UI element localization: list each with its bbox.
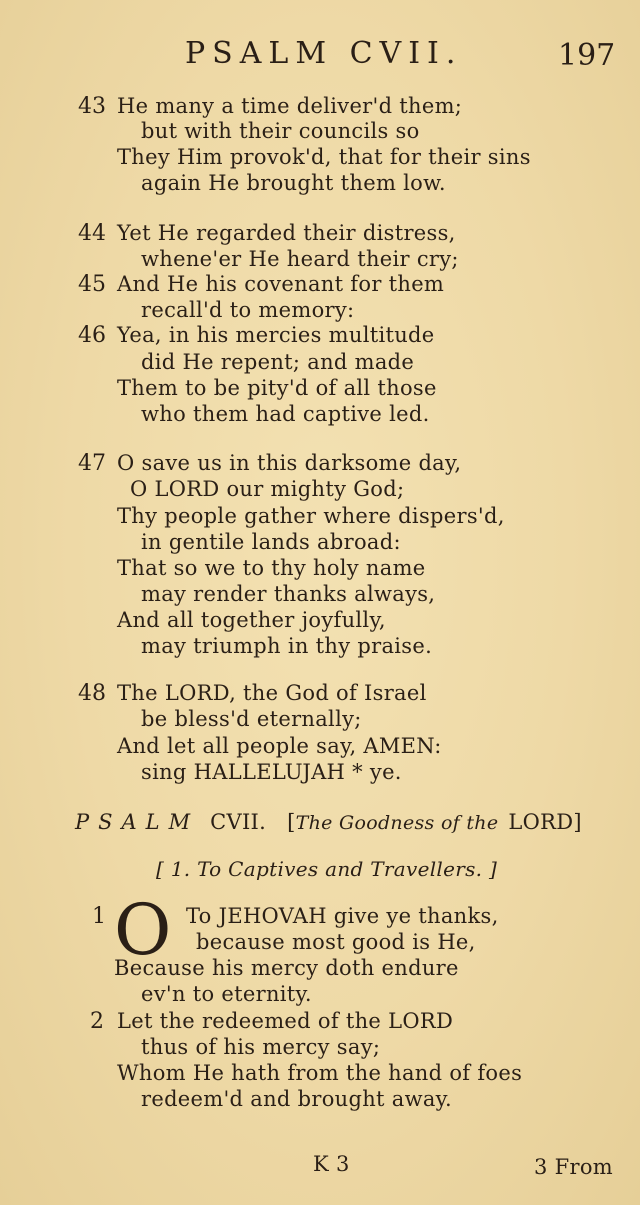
verse-line: Let the redeemed of the LORD [117,1009,454,1033]
verse-line: And let all people say, AMEN: [117,734,442,758]
heading-psalm: PSALM [75,810,200,834]
verse-line: may render thanks always, [141,582,436,606]
verse-number: 2 [90,1009,104,1034]
verse-number: 46 [78,323,106,348]
verse-line: The LORD, the God of Israel [117,681,427,705]
verse-line: Because his mercy doth endure [114,956,459,980]
verse-line: And He his covenant for them [117,272,445,296]
verse-line: who them had captive led. [141,402,430,426]
heading-bracket-open: [ [287,810,296,834]
verse-line: redeem'd and brought away. [141,1087,453,1111]
drop-cap: O [114,889,172,971]
heading-subtitle: The Goodness of the [295,812,499,834]
verse-line: Thy people gather where dispers'd, [117,504,505,528]
verse-line: thus of his mercy say; [141,1035,381,1059]
verse-line: Whom He hath from the hand of foes [117,1061,523,1085]
verse-line: O save us in this darksome day, [117,451,462,475]
verse-line: be bless'd eternally; [141,707,362,731]
verse-line: but with their councils so [141,119,420,143]
verse-line: in gentile lands abroad: [141,530,401,554]
verse-line: O LORD our mighty God; [130,477,405,501]
verse-number: 43 [78,94,106,119]
verse-number: 45 [78,272,106,297]
verse-line: whene'er He heard their cry; [141,247,459,271]
verse-line: did He repent; and made [141,350,415,374]
verse-line: Yea, in his mercies multitude [117,323,435,347]
page-number: 197 [558,38,616,73]
verse-line: ev'n to eternity. [141,982,312,1006]
verse-line: Yet He regarded their distress, [117,221,456,245]
verse-line: He many a time deliver'd them; [117,94,463,118]
verse-line: sing HALLELUJAH * ye. [141,760,402,784]
verse-number: 48 [78,681,106,706]
verse-number: 1 [92,904,106,929]
heading-number: CVII. [210,810,267,834]
part-heading: [ 1. To Captives and Travellers. ] [156,857,498,881]
verse-line: because most good is He, [196,930,476,954]
verse-line: recall'd to memory: [141,298,355,322]
signature-mark: K 3 [313,1152,350,1176]
verse-number: 44 [78,221,106,246]
section-heading [75,810,582,834]
heading-lord: LORD [508,810,574,834]
verse-line: may triumph in thy praise. [141,634,433,658]
verse-line: To JEHOVAH give ye thanks, [186,904,499,928]
catchword: 3 From [534,1155,614,1179]
verse-line: again He brought them low. [141,171,446,195]
verse-number: 47 [78,451,106,476]
verse-line: That so we to thy holy name [117,556,426,580]
running-header-title: PSALM CVII. [185,36,463,71]
verse-line: Them to be pity'd of all those [117,376,437,400]
heading-bracket-close: ] [573,810,582,834]
verse-line: And all together joyfully, [117,608,386,632]
verse-line: They Him provok'd, that for their sins [117,145,531,169]
